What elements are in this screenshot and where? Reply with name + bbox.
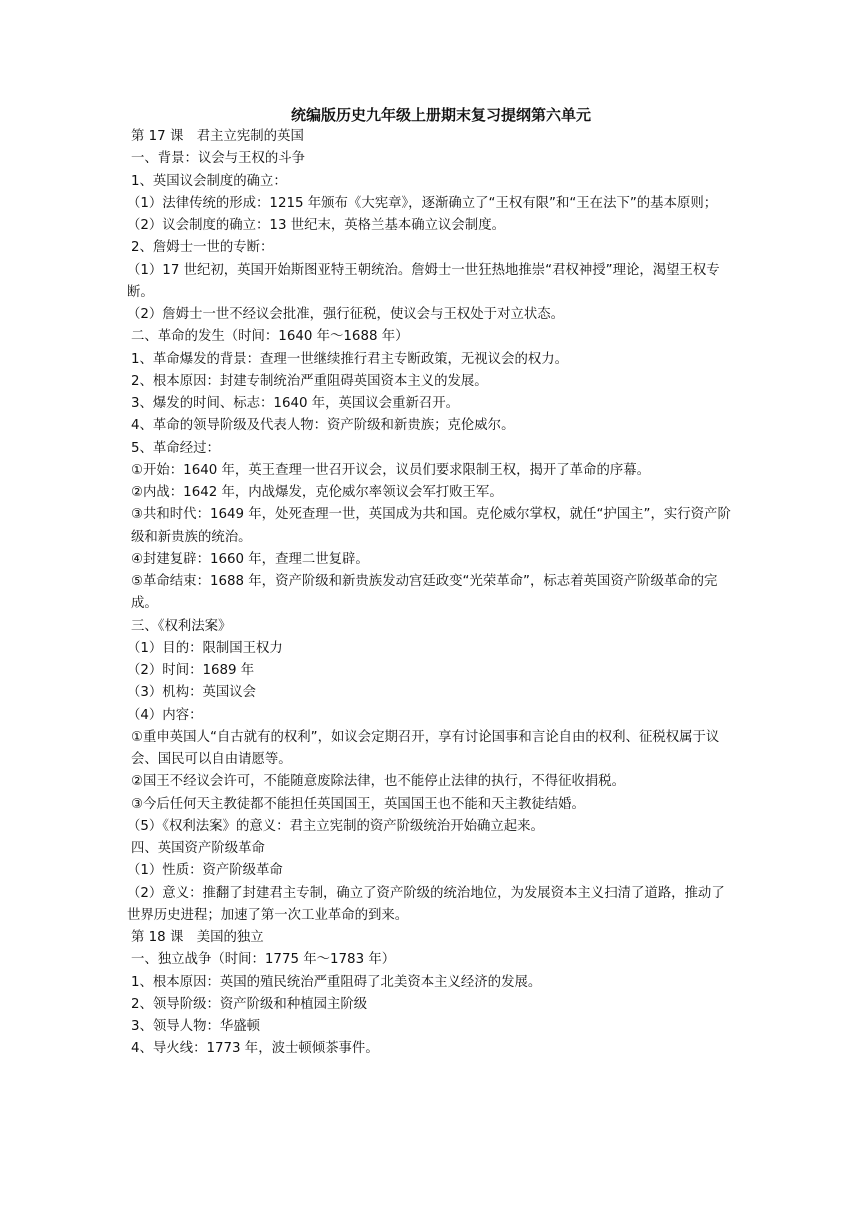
text-line: 4、导火线：1773 年，波士顿倾茶事件。 [131,1041,379,1057]
text-line: （3）机构：英国议会 [127,685,257,701]
text-line: （2）议会制度的确立：13 世纪末，英格兰基本确立议会制度。 [127,218,505,233]
text-line: 一、独立战争（时间：1775 年～1783 年） [131,952,396,968]
text-line: 四、英国资产阶级革命 [131,841,265,856]
text-line: 第 17 课 君主立宪制的英国 [131,129,304,144]
text-line: （1）法律传统的形成：1215 年颁布《大宪章》，逐渐确立了“王权有限”和“王在法下”的基本原则； [127,195,718,211]
text-line: 2、领导阶级：资产阶级和种植园主阶级 [131,996,368,1012]
document-title: 统编版历史九年级上册期末复习提纲第六单元 [290,106,591,124]
text-line: ③今后任何天主教徒都不能担任英国国王，英国国王也不能和天主教徒结婚。 [131,796,585,812]
text-line: （4）内容： [127,707,203,723]
text-line: （1）目的：限制国王权力 [127,640,283,656]
text-line: 1、革命爆发的背景：查理一世继续推行君主专断政策，无视议会的权力。 [131,351,569,367]
text-line: 二、革命的发生（时间：1640 年～1688 年） [131,329,409,345]
text-line: 4、革命的领导阶级及代表人物：资产阶级和新贵族；克伦威尔。 [131,418,515,434]
text-line: ②国王不经议会许可，不能随意废除法律，也不能停止法律的执行，不得征收捐税。 [131,774,626,790]
text-line: （5）《权利法案》的意义：君主立宪制的资产阶级统治开始确立起来。 [127,818,544,834]
text-line: 2、根本原因：封建专制统治严重阻碍英国资本主义的发展。 [131,373,488,389]
text-line: 3、爆发的时间、标志：1640 年，英国议会重新召开。 [131,396,460,411]
text-line: （2）詹姆士一世不经议会批准，强行征税，使议会与王权处于对立状态。 [127,307,565,322]
text-line: ②内战：1642 年，内战爆发，克伦威尔率领议会军打败王军。 [131,485,503,500]
text-line: ④封建复辟：1660 年，查理二世复辟。 [131,551,369,567]
text-line: 三、《权利法案》 [131,618,232,634]
text-line: 1、根本原因：英国的殖民统治严重阻碍了北美资本主义经济的发展。 [131,974,542,990]
document-page [127,104,731,1061]
document-body [127,126,731,1061]
text-line: 5、革命经过： [131,440,220,456]
text-line: （2）时间：1689 年 [127,663,255,678]
text-line: 1、英国议会制度的确立： [131,173,287,189]
text-line: ①重申英国人“自古就有的权利”，如议会定期召开，享有讨论国事和言论自由的权利、征税权属于议会、国民可以自由请愿等。 [131,729,720,767]
text-line: （1）17 世纪初，英国开始斯图亚特王朝统治。詹姆士一世狂热地推崇“君权神授”理论，渴望王权专断。 [127,262,720,300]
text-line: 3、领导人物：华盛顿 [131,1019,261,1034]
text-line: 第 18 课 美国的独立 [131,930,264,945]
text-line: （2）意义：推翻了封建君主专制，确立了资产阶级的统治地位，为发展资本主义扫清了道路，推动了世界历史进程；加速了第一次工业革命的到来。 [127,885,725,923]
text-line: ③共和时代：1649 年，处死查理一世，英国成为共和国。克伦威尔掌权，就任“护国主”，实行资产阶级和新贵族的统治。 [131,507,731,545]
text-line: （1）性质：资产阶级革命 [127,863,283,879]
text-line: 一、背景：议会与王权的斗争 [131,151,306,167]
text-line: 2、詹姆士一世的专断： [131,240,274,256]
text-line: ①开始：1640 年，英王查理一世召开议会，议员们要求限制王权，揭开了革命的序幕。 [131,462,651,478]
text-line: ⑤革命结束：1688 年，资产阶级和新贵族发动宫廷政变“光荣革命”，标志着英国资产阶级革命的完成。 [131,574,718,612]
